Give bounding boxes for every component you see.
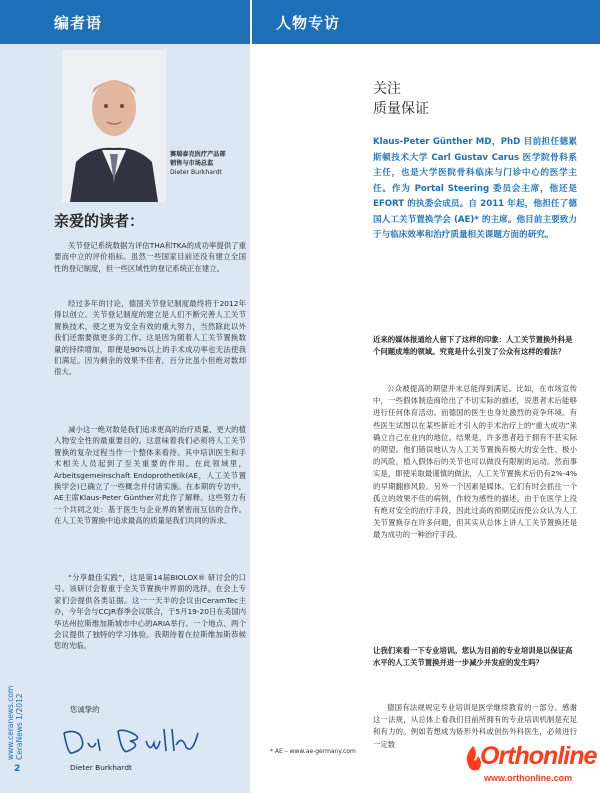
- letter-paragraph: 关节登记系统数据为评估THA和TKA的成功率提供了重要而中立的评价指标。虽然一些国家目前还没有建立全国性的登记制度，但一些区域性的登记系统正在建立。: [54, 241, 246, 273]
- letter-greeting: 亲爱的读者：: [54, 212, 145, 230]
- section-title-editorial: 编者语: [54, 14, 103, 32]
- letter-paragraph: 经过多年的讨论，德国关节登记制度最终将于2012年得以创立。关节登记制度的建立是人们不断完善人工关节置换技术，使之更为安全有效的重大努力，当然除此以外我们还需要做更多的工作。这是因为随着人工关节置换数量的持续增加，即便是90%以上的手术成功率也无法使我们满足。因为剩余的效果不佳者，百分比虽小但绝对数却很大。: [54, 299, 246, 377]
- author-photo: [62, 50, 166, 202]
- article-title-line2: 质量保证: [373, 101, 429, 117]
- interview-question: 近来的媒体报道给人留下了这样的印象：人工关节置换外科是个问题成堆的领域。究竟是什么引发了公众有这样的看法？: [373, 335, 573, 356]
- signature-image: [58, 725, 208, 759]
- interview-answer: 公众被提高的期望并未总能得到满足。比如，在市场宣传中，一些假体制造商给出了不切实际的描述，说患者术后能够进行任何体育活动。而德国的医生也身处激烈的竞争环境。有些医生试图以在某些新近才引入的手术治疗上的“重大成功”来确立自己在业内的地位。结果是，许多患者趋于拥有不甚实际的期望。他们错误地认为人工关节置换有极大的安全性、极小的风险，植入假体后的关节也可以做没有限制的运动。然而事实是，即使采取最谨慎的做法，人工关节置换术后仍有2%-4%的早期翻修风险。另外一个因素是媒体。它们有时会抓住一个孤立的效果不佳的病例，作较为感性的描述。由于在医学上没有绝对安全的治疗手段，因此过高的预期反而使公众认为人工关节置换存在许多问题，但其实从总体上讲人工关节置换还是最为成功的一种治疗手段。: [373, 384, 577, 540]
- signer-name: Dieter Burkhardt: [70, 763, 132, 772]
- article-intro: Klaus-Peter Günther MD，PhD 目前担任德累斯顿技术大学 Carl Gustav Carus 医学院骨科系主任，也是大学医院骨科临床与门诊中心的医学主任。作为 Portal Steering 委员会主席，他还是 EFORT 的执委会成员。自 2011 年起，他担任了德国人工关节置换学会 (AE)* 的主席。他目前主要致力于与临床效率和治疗质量相关课题方面的研究。: [373, 137, 577, 240]
- footnote: * AE – www.ae-germany.com: [270, 748, 356, 755]
- interview-question: 让我们来看一下专业培训。您认为目前的专业培训是以保证高水平的人工关节置换并进一步减少并发症的发生吗？: [373, 646, 573, 667]
- sidebar-publication-info: [6, 686, 24, 760]
- interview-answer: 德国有法规规定专业培训是医学继续教育的一部分。感谢这一法规，从总体上看我们目前所拥有的专业培训机制是充足和有力的。例如若想成为矫形外科或创伤外科医生，必须进行一定数: [373, 703, 577, 749]
- letter-paragraph: “分享最佳实践”，这是第14届BIOLOX® 研讨会的口号。该研讨会着重于全关节置换中界面的选择，在会上专家们会提供各类证据。这一一天半的会议由CeramTec主办，今年会与CCJR春季会议联合，于5月19-20日在美国内华达州拉斯维加斯城市中心的ARIA举行。一个地点、两个会议提供了独特的学习体验。我期待着在拉斯维加斯恭候您的光临。: [54, 573, 246, 651]
- website-label: www.ceranews.com: [6, 685, 15, 760]
- article-title-line1: 关注: [373, 81, 401, 97]
- watermark-url: www.orthonline.com: [484, 773, 573, 783]
- issue-label: CeraNews 1/2012: [15, 693, 24, 760]
- page-number: 2: [14, 764, 21, 774]
- watermark-brand: Orthonline: [480, 742, 597, 770]
- photo-caption: 赛瑞泰克医疗产品部 销售与市场总监 Dieter Burkhardt: [170, 151, 226, 176]
- section-title-interview: 人物专访: [276, 14, 341, 32]
- letter-paragraph: 减小这一绝对数是我们追求更高的治疗质量、更大的植入物安全性的最重要目的。这意味着我们必须将人工关节置换的复杂过程当作一个整体来看待。其中培训医生和手术相关人员起到了至关重要的作用。在此领域里，Arbeitsgemeinschaft Endoprothetik(AE，人工关节置换学会)已确立了一些概念并付诸实施。在本期的专访中，AE主席Klaus-Peter Günther对此作了解释。这些努力有一个共同之处：基于医生与企业界的紧密而互信的合作。在人工关节置换中追求最高的质量是我们共同的诉求。: [54, 425, 246, 526]
- letter-closing: 您诚挚的: [70, 705, 100, 714]
- header-bar-right: [252, 0, 600, 44]
- watermark-logo: [462, 742, 600, 793]
- header-bar-left: [0, 0, 250, 44]
